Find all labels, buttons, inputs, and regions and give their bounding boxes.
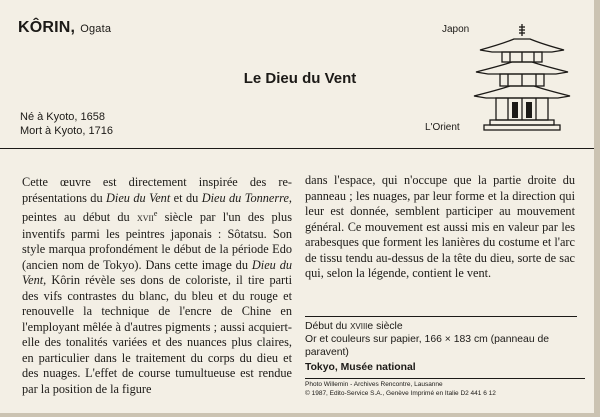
artwork-date <box>305 320 577 333</box>
pagoda-icon <box>472 22 572 134</box>
text-fragment: Cette œuvre est directement inspirée des re- <box>22 175 292 189</box>
description-left-column <box>22 175 292 397</box>
date-century: XVIII <box>350 322 368 331</box>
description-paragraph-continued: dans l'espace, qui n'occupe que la partie droite du panneau ; les nuages, par leur forme et la direction qui leur est donnée, semblent participer au mouvement général. Ce mouvement est aussi mis en valeur par les arabesques que forment les lanières du costume et l'arc de tissu tendu au-dessus de la tête du dieu, sorte de sac qui, selon la légende, contient le vent. <box>305 173 575 280</box>
text-fragment: Dieu du Vent <box>22 257 292 288</box>
artist-life-dates <box>20 110 113 138</box>
description-right-column <box>305 173 575 282</box>
artist-name <box>18 19 111 37</box>
credits <box>305 378 585 398</box>
artwork-details <box>305 316 577 374</box>
text-fragment: , Kôrin révèle ses dons de coloriste, il tire parti des vifs contrastes du blanc, du bleu et du rouge et renouvelle la technique de l'encre de Chine en l'employant mêlée à d'autres pigments ; aussi acquiert-elle des tonalités variées et des nuances plus claires, en particulier dans le traitement du corps du dieu et des nuages. L'effet de course tumultueuse est rendue par la position de la figure <box>22 273 292 396</box>
description-paragraph <box>22 175 292 397</box>
artist-surname: KÔRIN, <box>18 19 76 36</box>
artist-first-name: Ogata <box>80 23 112 35</box>
superscript: e <box>153 209 158 218</box>
text-fragment: , peintes au début du <box>22 190 292 225</box>
photo-credit: Photo Willemin - Archives Rencontre, Lausanne <box>305 381 443 388</box>
artwork-location: Tokyo, Musée national <box>305 362 416 373</box>
text-fragment: Tonnerre <box>244 190 289 205</box>
text-fragment: Dieu du Vent <box>106 190 171 205</box>
text-fragment: et du <box>170 190 202 205</box>
birth-info: Né à Kyoto, 1658 <box>20 111 106 123</box>
text-fragment: présentations du <box>22 190 107 205</box>
header-divider <box>0 148 594 149</box>
copyright-line: © 1987, Edito-Service S.A., Genève Imprimé en Italie D2 441 6 12 <box>305 389 496 397</box>
artwork-medium: Or et couleurs sur papier, 166 × 183 cm (panneau de paravent) <box>305 334 550 358</box>
century-numeral: XVII <box>136 214 154 224</box>
date-suffix: e siècle <box>367 321 403 332</box>
date-prefix: Début du <box>305 321 351 332</box>
series-label: L'Orient <box>425 122 460 133</box>
death-info: Mort à Kyoto, 1716 <box>20 125 113 137</box>
artwork-title: Le Dieu du Vent <box>243 70 357 87</box>
text-fragment: siècle par l'un des plus inventifs parmi les peintres japonais : Sôtatsu. Son style marqua profondément le début de la période Edo (ancien nom de Tokyo). Dans cette image du <box>22 210 292 272</box>
text-fragment: Dieu du <box>201 190 242 205</box>
country-label: Japon <box>442 24 470 35</box>
